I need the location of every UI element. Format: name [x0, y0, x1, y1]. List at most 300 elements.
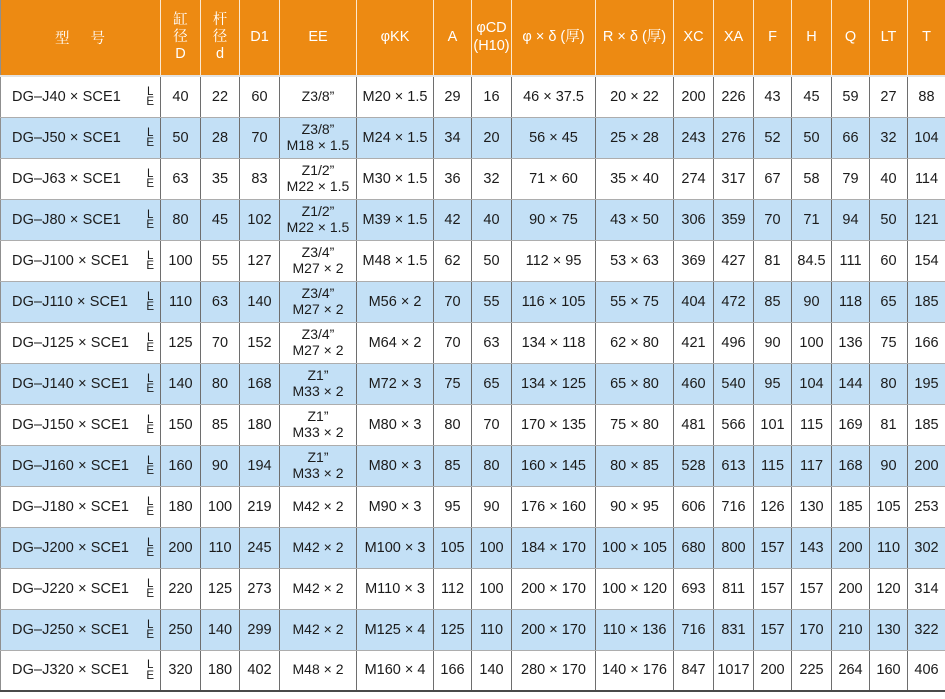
spec-value: 800: [721, 539, 746, 556]
spec-value: 150: [168, 416, 193, 433]
spec-cell: [754, 650, 792, 691]
spec-cell: [512, 404, 596, 445]
stroke-code-letter: L: [146, 290, 154, 303]
spec-value: 70: [764, 211, 781, 228]
spec-value: 496: [721, 334, 746, 351]
table-row: [1, 158, 945, 199]
spec-cell: [674, 281, 714, 322]
model-label: DG–J220 × SCE1: [12, 580, 130, 597]
spec-value: 90: [483, 498, 500, 515]
spec-cell: [201, 527, 240, 568]
spec-value: M80 × 3: [368, 457, 422, 474]
spec-cell: [161, 363, 201, 404]
spec-value: 157: [760, 621, 785, 638]
spec-value: M90 × 3: [368, 498, 422, 515]
spec-value: M125 × 4: [364, 621, 426, 638]
spec-value: 143: [799, 539, 824, 556]
spec-value: 274: [681, 170, 706, 187]
spec-value: 55: [211, 252, 229, 269]
spec-cell: [472, 486, 512, 527]
spec-value: M30 × 1.5: [362, 170, 428, 187]
stroke-code-letter: E: [146, 383, 154, 395]
spec-value: 25 × 28: [610, 129, 659, 146]
spec-value: M100 × 3: [364, 539, 426, 556]
spec-value: 220: [168, 580, 193, 597]
spec-value: 95: [444, 498, 461, 515]
spec-cell: [357, 117, 434, 158]
spec-value: 253: [914, 498, 939, 515]
spec-cell: [240, 445, 280, 486]
spec-cell: [908, 650, 945, 691]
spec-cell: [201, 650, 240, 691]
spec-cell: [832, 322, 870, 363]
stroke-code-letter: L: [146, 126, 154, 139]
spec-value: 170 × 135: [521, 416, 586, 433]
spec-cell: [472, 240, 512, 281]
spec-cell: [908, 568, 945, 609]
spec-cell: [201, 363, 240, 404]
spec-value: 50: [172, 129, 189, 146]
stroke-code-stack: [146, 414, 154, 436]
spec-cell: [512, 445, 596, 486]
spec-value: 811: [721, 580, 746, 597]
spec-cell: [240, 76, 280, 117]
spec-value: 55: [483, 293, 500, 310]
spec-cell: [714, 322, 754, 363]
spec-value: 90: [880, 457, 897, 474]
table-row: [1, 404, 945, 445]
spec-value: 276: [721, 129, 746, 146]
spec-cell-line: M42 × 2: [292, 538, 344, 555]
spec-cell-line: Z3/8”: [301, 87, 335, 104]
spec-cell-line: M42 × 2: [292, 579, 344, 596]
spec-cell: [161, 527, 201, 568]
model-cell: [1, 404, 161, 445]
spec-value: 115: [760, 457, 785, 474]
spec-value: 317: [721, 170, 746, 187]
column-header-line: Q: [844, 28, 857, 45]
stroke-code-letter: E: [146, 219, 154, 231]
stroke-code-stack: [146, 619, 154, 641]
spec-value: 43: [764, 88, 781, 105]
spec-cell: [832, 609, 870, 650]
stroke-code-stack: [146, 127, 154, 149]
column-header-line: d: [215, 46, 225, 63]
spec-value: 127: [247, 252, 272, 269]
spec-value: 88: [918, 88, 935, 105]
spec-cell: [870, 281, 908, 322]
spec-cell-line: M27 × 2: [292, 259, 344, 276]
spec-cell: [472, 404, 512, 445]
spec-cell: [161, 240, 201, 281]
spec-value: 144: [838, 375, 863, 392]
spec-cell: [870, 322, 908, 363]
spec-value: 110: [876, 539, 901, 556]
spec-value: 481: [681, 416, 706, 433]
spec-value: 1017: [717, 662, 750, 679]
spec-cell: [792, 445, 832, 486]
spec-value: 42: [444, 211, 461, 228]
spec-cell: [280, 404, 357, 445]
spec-cell: [512, 650, 596, 691]
spec-value: 195: [914, 375, 939, 392]
spec-value: 200: [168, 539, 193, 556]
model-label: DG–J150 × SCE1: [12, 416, 130, 433]
column-header-line: 径: [212, 28, 228, 45]
spec-value: 166: [914, 334, 939, 351]
table-row: [1, 609, 945, 650]
spec-cell: [240, 281, 280, 322]
spec-value: 100 × 105: [602, 539, 667, 556]
spec-value: 71 × 60: [529, 170, 578, 187]
spec-value: 180: [168, 498, 193, 515]
spec-value: 250: [168, 621, 193, 638]
spec-cell: [908, 486, 945, 527]
spec-value: 322: [914, 621, 939, 638]
spec-cell: [714, 199, 754, 240]
spec-cell: [714, 240, 754, 281]
stroke-code-stack: [146, 455, 154, 477]
column-header-t: [908, 0, 945, 76]
spec-cell: [754, 240, 792, 281]
table-body: [1, 76, 945, 691]
spec-cell-line: M22 × 1.5: [286, 177, 350, 194]
spec-value: 70: [251, 129, 268, 146]
spec-cell: [240, 240, 280, 281]
spec-cell: [240, 199, 280, 240]
spec-value: 46 × 37.5: [523, 88, 584, 105]
spec-value: 70: [444, 334, 461, 351]
spec-value: 210: [838, 621, 863, 638]
table-row: [1, 199, 945, 240]
column-header-line: F: [768, 28, 777, 45]
spec-value: 40: [172, 88, 189, 105]
spec-cell: [908, 404, 945, 445]
spec-cell: [201, 322, 240, 363]
spec-value: 126: [760, 498, 785, 515]
column-header-line: 杆: [212, 11, 228, 28]
spec-cell: [870, 650, 908, 691]
spec-cell: [754, 281, 792, 322]
spec-value: 110 × 136: [602, 621, 667, 638]
spec-cell: [201, 158, 240, 199]
spec-cell: [870, 117, 908, 158]
spec-value: 120: [876, 580, 901, 597]
spec-value: M160 × 4: [364, 662, 426, 679]
model-cell: [1, 199, 161, 240]
spec-value: 152: [247, 334, 272, 351]
spec-cell-line: Z3/4”: [301, 243, 335, 260]
table-row: [1, 445, 945, 486]
spec-value: 831: [721, 621, 746, 638]
model-cell: [1, 322, 161, 363]
spec-value: 104: [799, 375, 824, 392]
spec-cell: [240, 650, 280, 691]
spec-value: 176 × 160: [521, 498, 586, 515]
spec-value: 45: [803, 88, 820, 105]
stroke-code-stack: [146, 578, 154, 600]
spec-value: 105: [876, 498, 901, 515]
spec-value: 226: [721, 88, 746, 105]
spec-value: 85: [444, 457, 461, 474]
table-row: [1, 76, 945, 117]
spec-cell: [754, 486, 792, 527]
spec-cell: [596, 609, 674, 650]
column-header-line: φ × δ (厚): [522, 28, 585, 45]
spec-value: 716: [681, 621, 706, 638]
spec-cell: [512, 363, 596, 404]
stroke-code-letter: E: [146, 96, 154, 109]
spec-value: 847: [681, 662, 706, 679]
spec-value: 81: [764, 252, 781, 269]
spec-value: M20 × 1.5: [362, 88, 428, 105]
stroke-code-stack: [146, 168, 154, 190]
spec-value: M110 × 3: [365, 580, 425, 597]
spec-cell: [512, 158, 596, 199]
model-label: DG–J100 × SCE1: [12, 252, 130, 269]
spec-value: 219: [247, 498, 272, 515]
spec-value: 63: [172, 170, 189, 187]
stroke-code-letter: E: [146, 669, 154, 682]
spec-cell: [472, 322, 512, 363]
spec-value: 62 × 80: [610, 334, 659, 351]
spec-value: 140 × 176: [602, 662, 667, 679]
model-cell: [1, 76, 161, 117]
spec-cell: [357, 363, 434, 404]
spec-value: 79: [842, 170, 859, 187]
spec-value: M72 × 3: [368, 375, 422, 392]
spec-cell: [240, 527, 280, 568]
spec-value: 264: [838, 662, 863, 679]
column-header-phi-kk: [357, 0, 434, 76]
spec-cell: [870, 363, 908, 404]
spec-value: 200: [838, 580, 863, 597]
spec-value: 35 × 40: [610, 170, 659, 187]
spec-cell: [908, 322, 945, 363]
spec-cell: [674, 609, 714, 650]
spec-cell: [674, 527, 714, 568]
spec-cell: [240, 158, 280, 199]
spec-cell: [280, 322, 357, 363]
spec-cell: [870, 609, 908, 650]
spec-cell: [832, 568, 870, 609]
model-label: DG–J320 × SCE1: [12, 662, 130, 679]
spec-cell: [472, 609, 512, 650]
column-header-line: (H10): [473, 37, 510, 54]
spec-value: 169: [838, 416, 863, 433]
spec-cell: [357, 527, 434, 568]
column-header-xc: [674, 0, 714, 76]
spec-cell: [161, 650, 201, 691]
spec-value: 27: [880, 88, 897, 105]
spec-cell: [434, 650, 472, 691]
spec-cell: [674, 199, 714, 240]
spec-value: 154: [914, 252, 939, 269]
spec-cell: [870, 527, 908, 568]
spec-value: 90: [211, 457, 229, 474]
column-header-line: A: [447, 28, 458, 45]
spec-cell-line: M33 × 2: [292, 382, 344, 399]
spec-cell-line: Z3/4”: [301, 325, 335, 342]
model-label: DG–J110 × SCE1: [12, 293, 128, 310]
model-label: DG–J200 × SCE1: [12, 539, 130, 556]
spec-cell: [240, 363, 280, 404]
spec-value: 114: [914, 170, 939, 187]
spec-cell: [792, 158, 832, 199]
column-header-line: H: [806, 28, 817, 45]
spec-value: 314: [914, 580, 939, 597]
stroke-code-letter: E: [146, 547, 154, 559]
spec-value: 52: [764, 129, 781, 146]
spec-cell: [908, 527, 945, 568]
spec-cell: [357, 322, 434, 363]
spec-value: 160: [168, 457, 193, 474]
spec-value: 62: [444, 252, 461, 269]
spec-value: 40: [880, 170, 897, 187]
spec-cell-line: M48 × 2: [292, 661, 344, 678]
spec-value: M64 × 2: [368, 334, 422, 351]
spec-cell: [674, 486, 714, 527]
spec-cell: [714, 117, 754, 158]
column-header-ee: [280, 0, 357, 76]
spec-value: 160 × 145: [521, 457, 586, 474]
spec-cell: [714, 76, 754, 117]
spec-value: 125: [440, 621, 465, 638]
spec-value: 80: [880, 375, 897, 392]
header-row: [1, 0, 945, 76]
spec-value: 184 × 170: [521, 539, 586, 556]
spec-value: 90: [764, 334, 781, 351]
spec-value: 168: [247, 375, 272, 392]
spec-cell: [434, 527, 472, 568]
spec-value: 63: [211, 293, 229, 310]
spec-cell: [434, 568, 472, 609]
spec-value: 40: [483, 211, 500, 228]
spec-value: 359: [721, 211, 746, 228]
spec-cell: [161, 76, 201, 117]
spec-value: 110: [208, 539, 232, 556]
spec-cell: [280, 363, 357, 404]
model-cell: [1, 240, 161, 281]
spec-cell: [472, 199, 512, 240]
stroke-code-letter: L: [146, 167, 154, 180]
spec-value: M80 × 3: [368, 416, 422, 433]
spec-cell: [434, 117, 472, 158]
spec-cell: [754, 609, 792, 650]
spec-value: 104: [914, 129, 939, 146]
table-row: [1, 240, 945, 281]
spec-value: 200 × 170: [521, 621, 586, 638]
spec-cell: [792, 76, 832, 117]
model-cell: [1, 117, 161, 158]
spec-cell: [434, 609, 472, 650]
spec-cell: [832, 240, 870, 281]
spec-cell: [434, 404, 472, 445]
spec-cell: [908, 609, 945, 650]
model-label: DG–J140 × SCE1: [12, 375, 130, 392]
spec-value: 70: [211, 334, 229, 351]
spec-cell: [908, 363, 945, 404]
spec-cell: [357, 404, 434, 445]
spec-value: 245: [247, 539, 272, 556]
table-row: [1, 363, 945, 404]
spec-value: 118: [838, 293, 863, 310]
spec-cell: [201, 117, 240, 158]
spec-cell: [714, 158, 754, 199]
table-row: [1, 650, 945, 691]
spec-cell: [280, 650, 357, 691]
spec-value: 200: [760, 662, 785, 679]
spec-value: 102: [247, 211, 272, 228]
spec-cell: [357, 199, 434, 240]
spec-value: 140: [479, 662, 504, 679]
spec-value: 81: [880, 416, 897, 433]
model-label: DG–J63 × SCE1: [12, 170, 121, 187]
spec-cell: [201, 76, 240, 117]
spec-cell: [596, 76, 674, 117]
spec-value: 540: [721, 375, 746, 392]
spec-value: 185: [914, 293, 939, 310]
spec-cell: [280, 568, 357, 609]
spec-cell-line: Z1/2”: [301, 202, 335, 219]
spec-cell: [870, 568, 908, 609]
spec-value: 32: [880, 129, 897, 146]
spec-value: 65: [880, 293, 897, 310]
spec-cell: [161, 199, 201, 240]
spec-cell: [240, 404, 280, 445]
spec-cell: [596, 281, 674, 322]
spec-cell: [201, 486, 240, 527]
column-header-model: [1, 0, 161, 76]
spec-cell: [792, 404, 832, 445]
spec-cell-line: Z3/4”: [301, 284, 335, 301]
spec-value: 66: [842, 129, 859, 146]
spec-cell: [512, 199, 596, 240]
spec-value: 80: [172, 211, 189, 228]
spec-cell: [792, 117, 832, 158]
stroke-code-letter: E: [146, 424, 154, 436]
spec-value: 65: [483, 375, 500, 392]
spec-value: 157: [760, 580, 785, 597]
spec-value: 20 × 22: [610, 88, 659, 105]
spec-cell: [161, 404, 201, 445]
spec-cell: [754, 568, 792, 609]
spec-cell: [908, 240, 945, 281]
table-row: [1, 527, 945, 568]
stroke-code-letter: E: [146, 342, 154, 354]
spec-cell-line: Z1”: [307, 407, 329, 424]
spec-cell: [754, 117, 792, 158]
spec-cell: [908, 117, 945, 158]
spec-value: 50: [803, 129, 820, 146]
model-cell: [1, 650, 161, 691]
column-header-xa: [714, 0, 754, 76]
spec-cell: [754, 76, 792, 117]
spec-cell: [792, 568, 832, 609]
spec-cell: [832, 445, 870, 486]
spec-cell: [280, 445, 357, 486]
stroke-code-letter: L: [146, 413, 154, 426]
table-row: [1, 117, 945, 158]
spec-value: 22: [211, 88, 229, 105]
spec-value: 280 × 170: [521, 662, 586, 679]
spec-cell: [512, 76, 596, 117]
spec-cell: [512, 240, 596, 281]
spec-value: 306: [681, 211, 706, 228]
spec-value: 200: [838, 539, 863, 556]
spec-cell-line: M18 × 1.5: [286, 136, 350, 153]
stroke-code-letter: E: [146, 301, 154, 313]
